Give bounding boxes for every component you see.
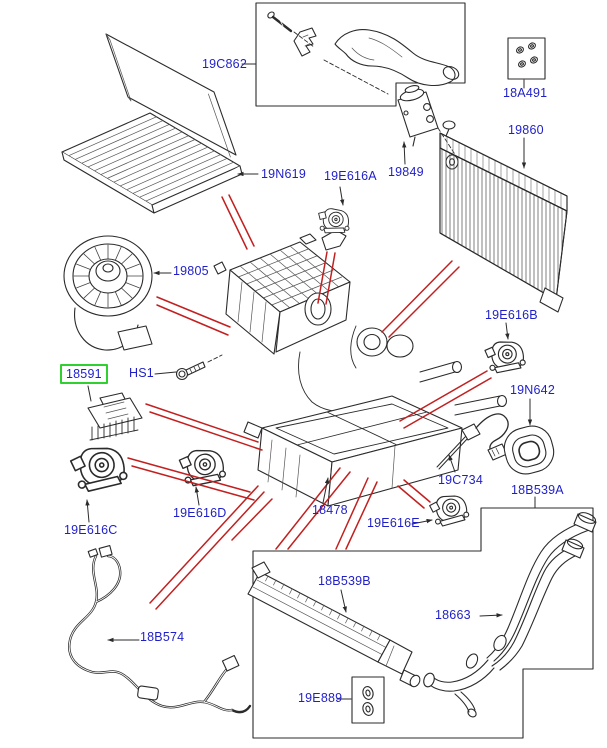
part-label-18591-highlighted[interactable]: 18591 bbox=[60, 364, 108, 384]
part-label-19E616E[interactable]: 19E616E bbox=[367, 516, 420, 530]
part-label-19E616A[interactable]: 19E616A bbox=[324, 169, 377, 183]
part-label-18B539A[interactable]: 18B539A bbox=[511, 483, 564, 497]
blower-motor-drawing[interactable] bbox=[64, 236, 152, 350]
part-label-18B574[interactable]: 18B574 bbox=[140, 630, 185, 644]
part-label-HS1[interactable]: HS1 bbox=[129, 366, 154, 380]
wiring-harness-drawing[interactable] bbox=[69, 546, 250, 712]
actuator-19E616E-drawing[interactable] bbox=[429, 493, 470, 527]
part-label-19E616B[interactable]: 19E616B bbox=[485, 308, 538, 322]
part-label-19E616D[interactable]: 19E616D bbox=[173, 506, 227, 520]
blower-resistor-drawing[interactable] bbox=[88, 393, 142, 440]
actuator-19E616B-drawing[interactable] bbox=[484, 340, 525, 373]
screw-drawing[interactable] bbox=[177, 355, 223, 380]
part-label-19E616C[interactable]: 19E616C bbox=[64, 523, 118, 537]
inset-box-18A491 bbox=[508, 38, 545, 79]
part-label-19860[interactable]: 19860 bbox=[508, 123, 544, 137]
o-ring-kit-drawing[interactable] bbox=[515, 42, 538, 68]
seal-grommet-drawing[interactable] bbox=[500, 422, 558, 479]
part-label-19E889[interactable]: 19E889 bbox=[298, 691, 343, 705]
part-label-19N642[interactable]: 19N642 bbox=[510, 383, 555, 397]
part-label-18478[interactable]: 18478 bbox=[312, 503, 348, 517]
actuator-19E616C-drawing[interactable] bbox=[70, 445, 128, 492]
part-label-19C734[interactable]: 19C734 bbox=[438, 473, 483, 487]
part-label-19805[interactable]: 19805 bbox=[173, 264, 209, 278]
part-label-19C862[interactable]: 19C862 bbox=[202, 57, 247, 71]
bracket-kit-drawing[interactable] bbox=[267, 11, 461, 156]
evaporator-drawing[interactable] bbox=[440, 121, 567, 312]
part-label-19849[interactable]: 19849 bbox=[388, 165, 424, 179]
part-label-18A491[interactable]: 18A491 bbox=[503, 86, 548, 100]
hvac-housing-drawing[interactable] bbox=[214, 230, 507, 506]
part-label-18663[interactable]: 18663 bbox=[435, 608, 471, 622]
actuator-19E616A-drawing[interactable] bbox=[317, 207, 351, 235]
o-ring-pair-drawing[interactable] bbox=[361, 685, 374, 716]
part-label-19N619[interactable]: 19N619 bbox=[261, 167, 306, 181]
inset-box-19E889 bbox=[352, 677, 384, 723]
part-label-18B539B[interactable]: 18B539B bbox=[318, 574, 371, 588]
